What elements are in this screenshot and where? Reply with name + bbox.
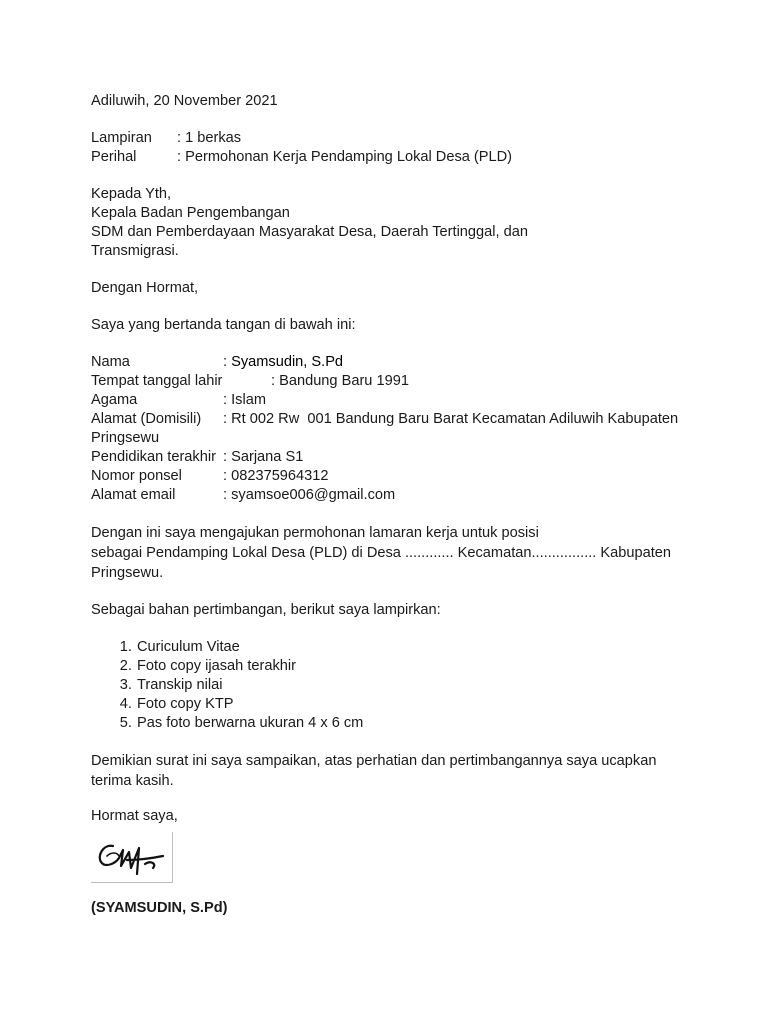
greeting: Dengan Hormat,: [91, 280, 199, 296]
identity-row-alamat: [91, 410, 711, 429]
email-value: : syamsoe006@gmail.com: [223, 487, 396, 503]
identity-row-ponsel: [91, 467, 711, 486]
agama-value: : Islam: [223, 392, 266, 408]
alamat-value: : Rt 002 Rw 001 Bandung Baru Barat Kecamatan Adiluwih Kabupaten: [223, 411, 679, 427]
perihal-value: : Permohonan Kerja Pendamping Lokal Desa (PLD): [177, 149, 513, 165]
recipient-line: Kepada Yth,: [91, 186, 172, 202]
identity-row-nama: [91, 353, 711, 372]
pendidikan-label: Pendidikan terakhir: [91, 449, 216, 465]
attachment-item: 2. Foto copy ijasah terakhir: [136, 657, 711, 676]
recipient-line: Kepala Badan Pengembangan: [91, 205, 290, 221]
lampiran-label: Lampiran: [91, 130, 152, 146]
email-label: Alamat email: [91, 487, 176, 503]
perihal-label: Perihal: [91, 149, 137, 165]
ponsel-value: : 082375964312: [223, 468, 329, 484]
attachment-item: 3. Transkip nilai: [136, 676, 711, 695]
ttl-value: : Bandung Baru 1991: [271, 373, 409, 389]
closing-line: terima kasih.: [91, 773, 174, 789]
identity-row-email: [91, 486, 711, 505]
nama-colon: :: [223, 354, 232, 370]
nama-label: Nama: [91, 354, 130, 370]
request-line: sebagai Pendamping Lokal Desa (PLD) di Desa ............ Kecamatan................ Kabupaten: [91, 545, 672, 561]
identity-row-pendidikan: [91, 448, 711, 467]
perihal-row: [91, 148, 711, 167]
ttl-label: Tempat tanggal lahir: [91, 373, 223, 389]
ponsel-label: Nomor ponsel: [91, 468, 182, 484]
attachment-item: 4. Foto copy KTP: [136, 695, 711, 714]
identity-row-agama: [91, 391, 711, 410]
letter-page: [91, 92, 711, 918]
lampiran-value: : 1 berkas: [177, 130, 242, 146]
place-date: Adiluwih, 20 November 2021: [91, 93, 278, 109]
nama-value: Syamsudin, S.Pd: [231, 354, 344, 370]
lampiran-row: [91, 129, 711, 148]
sign-off: Hormat saya,: [91, 808, 178, 824]
agama-label: Agama: [91, 392, 138, 408]
recipient-line: Transmigrasi.: [91, 243, 179, 259]
attachments-intro: Sebagai bahan pertimbangan, berikut saya lampirkan:: [91, 602, 441, 618]
signature-image: [91, 832, 173, 883]
attachment-item: 1. Curiculum Vitae: [136, 638, 711, 657]
identity-row-ttl: [91, 372, 711, 391]
recipient-line: SDM dan Pemberdayaan Masyarakat Desa, Daerah Tertinggal, dan: [91, 224, 528, 240]
attachment-item: 5. Pas foto berwarna ukuran 4 x 6 cm: [136, 714, 711, 733]
alamat-label: Alamat (Domisili): [91, 411, 202, 427]
intro-text: Saya yang bertanda tangan di bawah ini:: [91, 317, 356, 333]
alamat-continuation: Pringsewu: [91, 430, 160, 446]
request-line: Pringsewu.: [91, 565, 164, 581]
signature-drawing: [93, 838, 169, 880]
pendidikan-value: : Sarjana S1: [223, 449, 304, 465]
closing-line: Demikian surat ini saya sampaikan, atas perhatian dan pertimbangannya saya ucapkan: [91, 753, 657, 769]
signer-name: (SYAMSUDIN, S.Pd): [91, 900, 228, 916]
attachments-list: [91, 638, 711, 733]
request-line: Dengan ini saya mengajukan permohonan lamaran kerja untuk posisi: [91, 525, 539, 541]
